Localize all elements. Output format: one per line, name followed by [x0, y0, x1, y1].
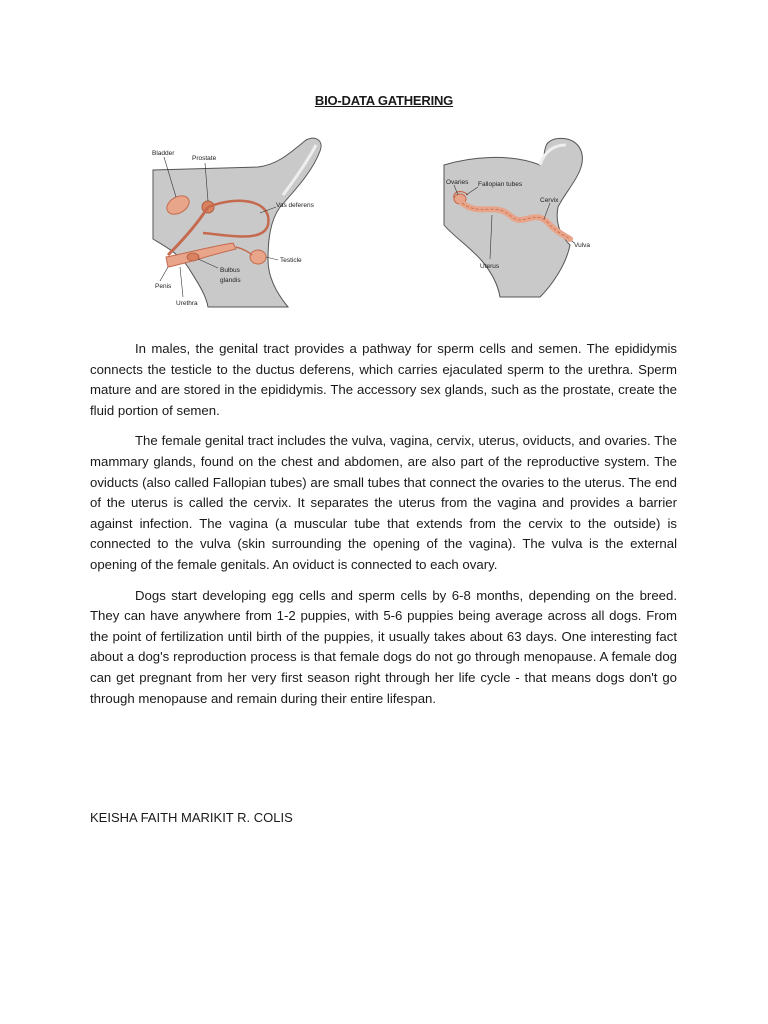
male-diagram-svg	[148, 135, 328, 310]
label-vulva: Vulva	[574, 242, 591, 249]
paragraph-females: The female genital tract includes the vulva, vagina, cervix, uterus, oviducts, and ovaries. The mammary glands, found on the chest and abdomen, are also part of the reproductive system. The oviducts (also called Fallopian tubes) are small tubes that connect the ovaries to the uterus. The end of the uterus is called the cervix. It separates the uterus from the vagina and provides a barrier against infection. The vagina (a muscular tube that extends from the cervix to the outside) is connected to the vulva (skin surrounding the opening of the vagina). The vulva is the external opening of the female genitals. An oviduct is connected to each ovary.	[90, 433, 677, 572]
female-diagram-svg	[440, 135, 592, 300]
label-fallopian-tubes: Fallopian tubes	[478, 181, 523, 188]
label-urethra: Urethra	[176, 300, 198, 307]
label-ovaries: Ovaries	[446, 179, 469, 186]
author-name: KEISHA FAITH MARIKIT R. COLIS	[90, 810, 293, 825]
label-uterus: Uterus	[480, 263, 500, 270]
label-vas-deferens: Vas deferens	[276, 202, 314, 209]
male-reproductive-diagram	[148, 135, 328, 310]
body-text	[90, 339, 677, 719]
label-bladder: Bladder	[152, 150, 175, 157]
paragraph-males: In males, the genital tract provides a pathway for sperm cells and semen. The epididymis connects the testicle to the ductus deferens, which carries ejaculated sperm to the urethra. Sperm mature and are stored in the epididymis. The accessory sex glands, such as the prostate, create the fluid portion of semen.	[90, 341, 677, 418]
label-glandis: glandis	[220, 277, 241, 284]
label-testicle: Testicle	[280, 257, 302, 264]
testicle-organ	[250, 250, 266, 264]
label-bulbus: Bulbus	[220, 267, 240, 274]
page-title: BIO-DATA GATHERING	[314, 93, 454, 108]
bulbus-glandis-organ	[187, 253, 199, 261]
female-reproductive-diagram	[440, 135, 592, 300]
label-cervix: Cervix	[540, 197, 559, 204]
label-prostate: Prostate	[192, 155, 217, 162]
paragraph-dogs: Dogs start developing egg cells and sperm cells by 6-8 months, depending on the breed. They can have anywhere from 1-2 puppies, with 5-6 puppies being average across all dogs. From the point of fertilization until birth of the puppies, it usually takes about 63 days. One interesting fact about a dog's reproduction process is that female dogs do not go through menopause. A female dog can get pregnant from her very first season right through her life cycle - that means dogs don't go through menopause and remain during their entire lifespan.	[90, 587, 677, 706]
label-penis: Penis	[155, 283, 172, 290]
